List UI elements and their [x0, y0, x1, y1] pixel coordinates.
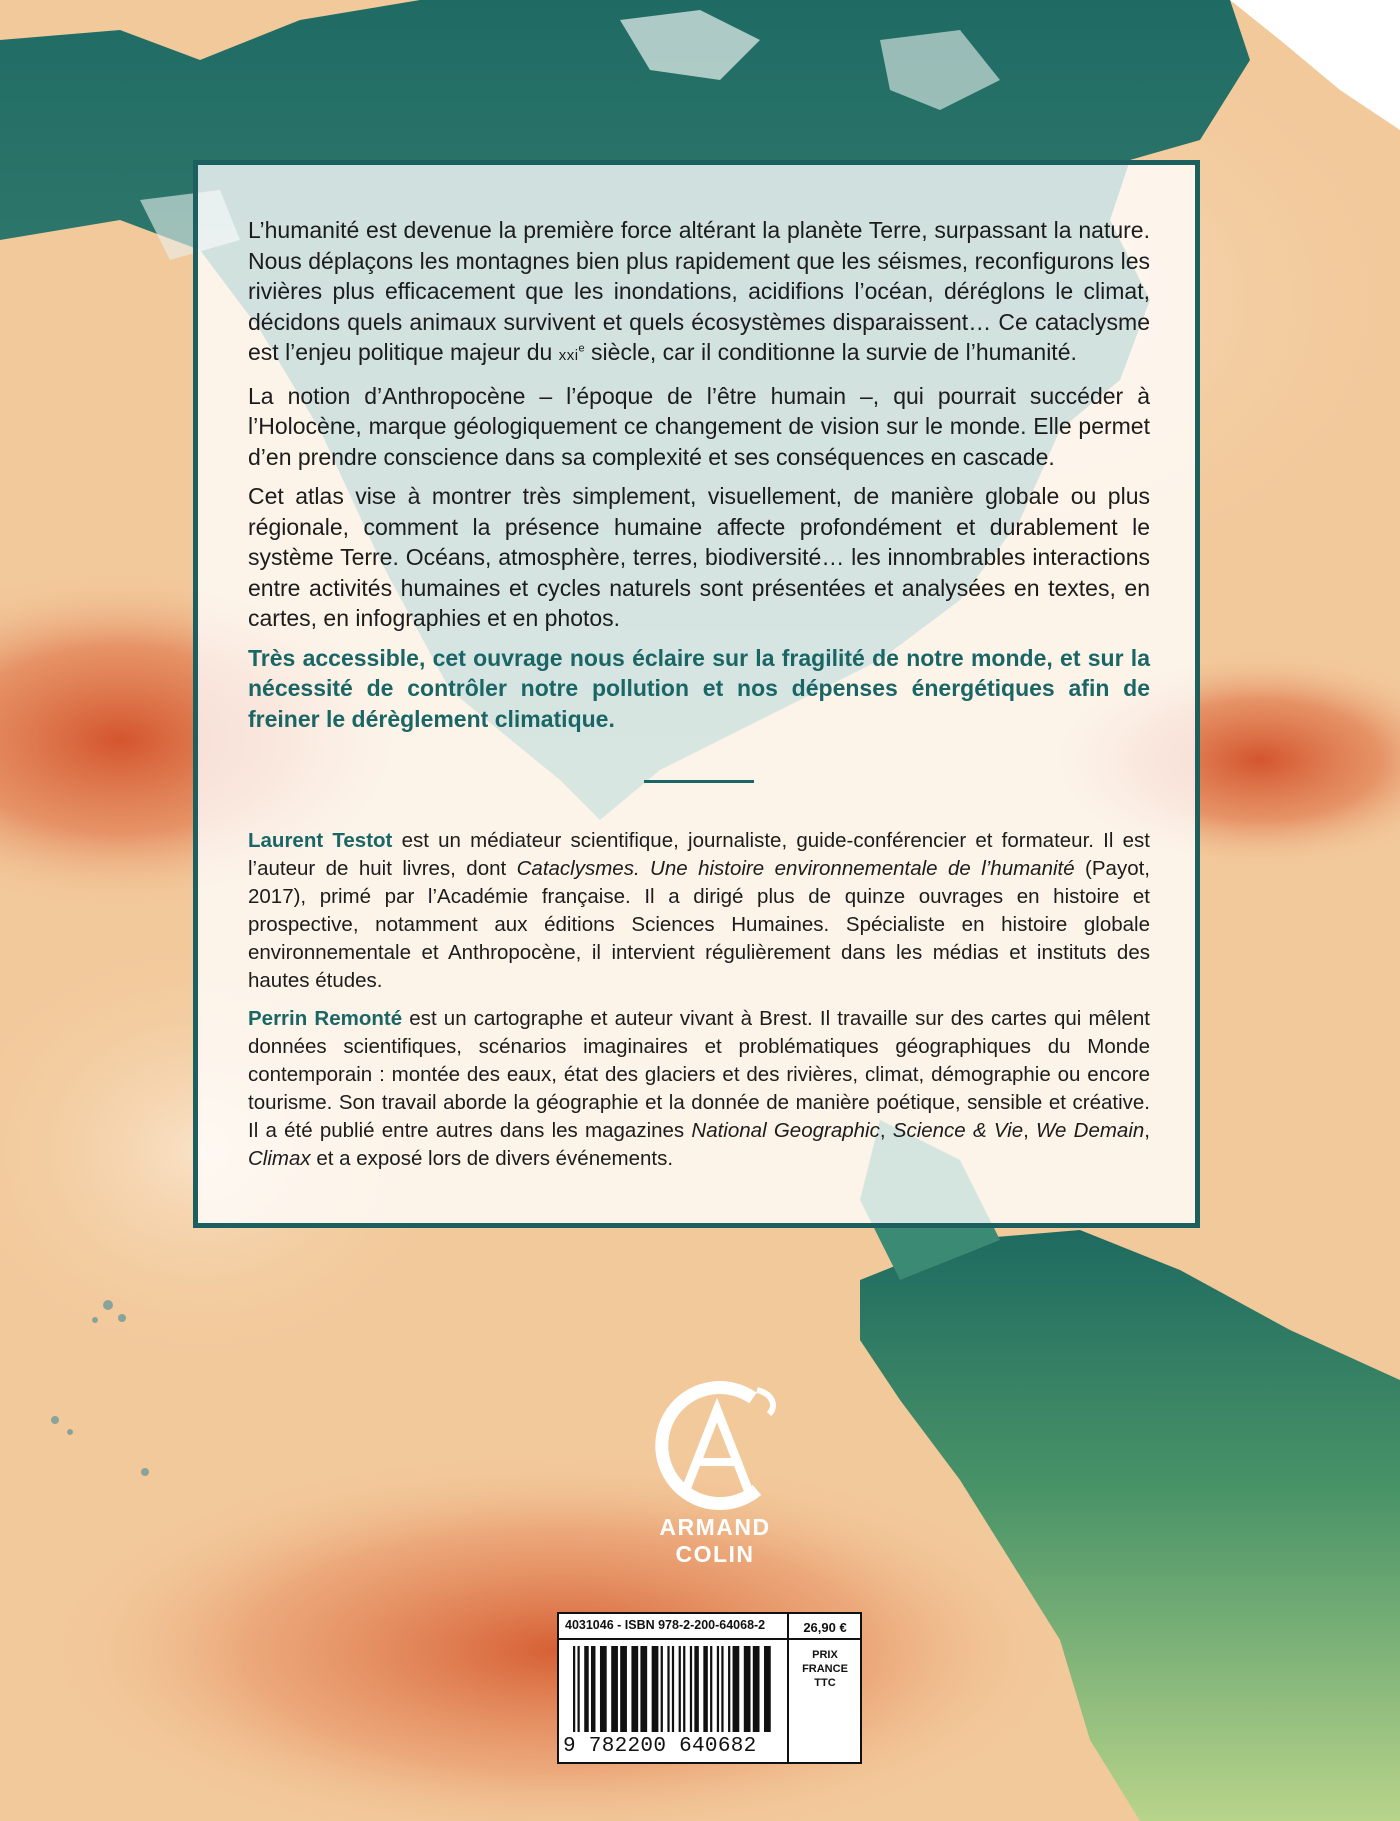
highlight-paragraph: Très accessible, cet ouvrage nous éclaire sur la fragilité de notre monde, et sur la nécessité de contrôler notre pollution et nos dépenses énergétiques afin de freiner le dérèglement climatique. [248, 644, 1150, 732]
barcode-bar [721, 1646, 723, 1732]
publisher-logo [620, 1380, 810, 1567]
barcode-bar [620, 1646, 627, 1732]
barcode-bar [591, 1646, 595, 1732]
barcode-bar [577, 1646, 579, 1732]
barcode-bars [571, 1646, 777, 1734]
barcode-bar [584, 1646, 588, 1732]
barcode-bar [611, 1646, 618, 1732]
author-name: Perrin Remonté [248, 1007, 403, 1030]
barcode-digits: 9 782200 640682 [563, 1735, 757, 1758]
description-panel [193, 160, 1200, 1228]
atlas-paragraph: Cet atlas vise à montrer très simplement, visuellement, de manière globale ou plus régionale, comment la présence humaine affecte profondément et durablement le système Terre. Océans, atmosphère, terres, biodiversité… les innombrables interactions entre activités humaines et cycles naturels sont présentées et analysées en textes, en cartes, en infographies et en photos. [248, 483, 1150, 631]
barcode-bar [661, 1646, 663, 1732]
barcode-bar [733, 1646, 740, 1732]
barcode-bar [667, 1646, 669, 1732]
barcode-bar [694, 1646, 698, 1732]
barcode-bar [710, 1646, 712, 1732]
barcode-bar [764, 1646, 771, 1732]
author-bio-testot: Laurent Testot est un médiateur scientifique, journaliste, guide-conférencier et formateur. Il est l’auteur de huit livres, dont Cataclysmes. Une histoire environnementale de l’humanité (Payot, 2017), primé par l’Académie française. Il a dirigé plus de quinze ouvrages en histoire et prospective, notamment aux éditions Sciences Humaines. Spécialiste en histoire globale environnementale et Anthropocène, il intervient régulièrement dans les médias et instituts des hautes études. [248, 829, 1151, 992]
isbn-text: 4031046 - ISBN 978-2-200-64068-2 [565, 1618, 766, 1632]
barcode-bar [753, 1646, 760, 1732]
barcode-bar [631, 1646, 638, 1732]
price-note: PRIX FRANCE TTC [802, 1649, 848, 1689]
barcode-bar [640, 1646, 647, 1732]
section-divider [644, 780, 754, 783]
barcode-bar [600, 1646, 607, 1732]
publisher-name: ARMAND COLIN [659, 1514, 771, 1567]
price-text: 26,90 € [803, 1620, 847, 1635]
barcode-bar [679, 1646, 681, 1732]
ac-monogram-icon [645, 1380, 785, 1510]
barcode-bar [703, 1646, 707, 1732]
barcode-bar [744, 1646, 751, 1732]
barcode-bar [672, 1646, 674, 1732]
barcode-bar [652, 1646, 659, 1732]
author-name: Laurent Testot [248, 829, 393, 852]
intro-paragraph: L’humanité est devenue la première force altérant la planète Terre, surpassant la nature. Nous déplaçons les montagnes bien plus rapidement que les séismes, reconfigurons les rivières plus efficacement que les inondations, acidifions l’océan, déréglons le climat, décidons quels animaux survivent et quels écosystèmes disparaissent… Ce cataclysme est l’enjeu politique majeur du xxi$^e$ siècle, car il conditionne la survie de l’humanité. [248, 217, 1150, 365]
barcode-bar [573, 1646, 575, 1732]
barcode-bar [717, 1646, 719, 1732]
barcode-bar [683, 1646, 685, 1732]
author-bio-remonte: Perrin Remonté est un cartographe et auteur vivant à Brest. Il travaille sur des cartes qui mêlent données scientifiques, scénarios imaginaires et problématiques géographiques du Monde contemporain : montée des eaux, état des glaciers et des rivières, climat, démographie ou encore tourisme. Son travail aborde la géographie et la donnée de manière poétique, sensible et créative. Il a été publié entre autres dans les magazines National Geographic, Science & Vie, We Demain, Climax et a exposé lors de divers événements. [248, 1007, 1150, 1170]
barcode-bar [728, 1646, 730, 1732]
barcode-label [557, 1612, 862, 1764]
barcode-bar [690, 1646, 692, 1732]
anthropocene-paragraph: La notion d’Anthropocène – l’époque de l’être humain –, qui pourrait succéder à l’Holocène, marque géologiquement ce changement de vision sur le monde. Elle permet d’en prendre conscience dans sa complexité et ses conséquences en cascade. [248, 382, 1150, 470]
